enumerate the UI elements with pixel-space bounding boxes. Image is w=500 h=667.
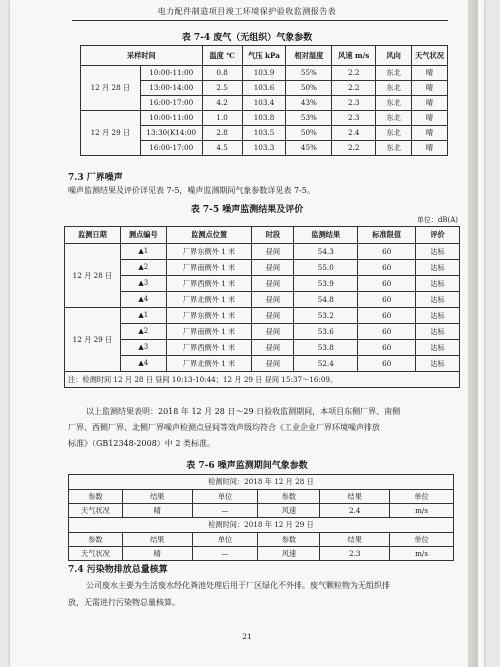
t74-cell: 2.4 <box>332 126 376 141</box>
t75-header-evaluation: 评价 <box>416 227 460 244</box>
t74-cell: 2.2 <box>332 66 376 81</box>
t74-header-wind-dir: 风向 <box>376 46 412 66</box>
t74-header-weather: 天气状况 <box>412 46 448 66</box>
t76-header: 单位 <box>390 533 454 547</box>
t74-cell: 东北 <box>376 81 412 96</box>
table-7-4-caption: 表 7-4 废气（无组织）气象参数 <box>181 33 313 43</box>
table-row <box>65 260 460 276</box>
t75-cell: 60 <box>358 324 416 340</box>
t76-header: 参数 <box>69 490 123 504</box>
t75-cell: 60 <box>358 340 416 356</box>
t76-time-1: 检测时间：2018 年 12 月 28 日 <box>69 475 454 490</box>
t75-cell: 达标 <box>416 260 460 276</box>
t74-cell: 103.9 <box>242 66 286 81</box>
section-7-3-title: 7.3 厂界噪声 <box>68 173 123 183</box>
t74-cell: 2.3 <box>332 96 376 111</box>
t75-cell: 达标 <box>416 276 460 292</box>
t75-note: 注：检测时间 12 月 28 日 昼间 10:13-10:44；12 月 29 日 昼间 15:37～16:09。 <box>65 372 460 388</box>
t74-cell: 1.0 <box>202 111 242 126</box>
t76-header: 结果 <box>320 533 390 547</box>
t76-header: 结果 <box>320 490 390 504</box>
conclusion-line-2: 厂界、西侧厂界、北侧厂界噪声检测点昼间等效声级均符合《工业企业厂界环境噪声排放 <box>68 423 380 432</box>
t75-cell: ▲1 <box>120 308 166 324</box>
t75-cell: 60 <box>358 260 416 276</box>
t74-cell: 43% <box>286 96 332 111</box>
t75-cell: 53.8 <box>294 340 358 356</box>
t75-header-date: 监测日期 <box>65 227 121 244</box>
table-row <box>65 340 460 356</box>
t76-header: 单位 <box>390 490 454 504</box>
t75-cell: 昼间 <box>252 244 294 260</box>
page-header: 电力配件制造项目竣工环境保护验收监测报告表 <box>157 7 337 16</box>
t74-cell: 东北 <box>376 66 412 81</box>
table-row <box>65 244 460 260</box>
t75-cell: 54.8 <box>294 292 358 308</box>
binder-edge <box>468 0 478 667</box>
t75-cell: 昼间 <box>252 260 294 276</box>
t74-cell: 晴 <box>412 96 448 111</box>
t75-header-period: 时段 <box>252 227 294 244</box>
t76-cell: 晴 <box>122 547 192 561</box>
table-row <box>65 292 460 308</box>
t75-cell: ▲2 <box>120 324 166 340</box>
section-7-4-line-1: 公司废水主要为生活废水经化粪池处理后用于厂区绿化不外排。废气颗粒物为无组织排 <box>86 581 390 590</box>
conclusion-line-3: 标准》（GB12348-2008）中 2 类标准。 <box>68 439 215 448</box>
t76-time-2: 检测时间：2018 年 12 月 29 日 <box>69 518 454 533</box>
t74-header-wind-speed: 风速 m/s <box>332 46 376 66</box>
table-row <box>81 111 448 126</box>
table-row <box>65 276 460 292</box>
t75-cell: ▲4 <box>120 292 166 308</box>
t74-cell: 50% <box>286 126 332 141</box>
t76-header: 参数 <box>258 490 320 504</box>
t74-cell: 13:30(K14:00 <box>140 126 202 141</box>
t76-header: 结果 <box>122 490 192 504</box>
t75-cell: ▲2 <box>120 260 166 276</box>
section-7-3-intro: 噪声监测结果及评价详见表 7-5，噪声监测期间气象参数详见表 7-5。 <box>68 186 315 195</box>
t74-cell: 2.2 <box>332 141 376 156</box>
t74-header-temp: 温度 ℃ <box>202 46 242 66</box>
t74-cell: 晴 <box>412 126 448 141</box>
section-7-4-title: 7.4 污染物排放总量核算 <box>68 565 168 575</box>
table-7-5 <box>64 226 460 388</box>
t74-cell: 103.5 <box>242 126 286 141</box>
t74-cell: 55% <box>286 66 332 81</box>
t76-cell: 晴 <box>122 504 192 518</box>
t76-cell: 2.3 <box>320 547 390 561</box>
t76-header: 单位 <box>192 490 258 504</box>
t74-cell: 4.5 <box>202 141 242 156</box>
t74-cell: 4.2 <box>202 96 242 111</box>
t75-cell: 厂界西侧外 1 米 <box>166 276 252 292</box>
t74-cell: 晴 <box>412 66 448 81</box>
table-7-6-caption: 表 7-6 噪声监测期间气象参数 <box>186 461 308 471</box>
t74-cell: 103.8 <box>242 111 286 126</box>
conclusion-line-1: 以上监测结果表明：2018 年 12 月 28 日～29 日验收监测期间，本项目东侧厂界、南侧 <box>86 407 401 416</box>
t75-cell: ▲3 <box>120 276 166 292</box>
t75-cell: 60 <box>358 244 416 260</box>
t75-cell: 昼间 <box>252 308 294 324</box>
t75-cell: 厂界南侧外 1 米 <box>166 260 252 276</box>
t76-cell: 风速 <box>258 547 320 561</box>
t76-header: 参数 <box>258 533 320 547</box>
t75-cell: 达标 <box>416 340 460 356</box>
t74-header-humidity: 相对湿度 <box>286 46 332 66</box>
t76-cell: — <box>192 504 258 518</box>
t74-cell: 晴 <box>412 111 448 126</box>
t76-cell: 天气状况 <box>69 504 123 518</box>
t75-cell: 达标 <box>416 308 460 324</box>
t74-cell: 东北 <box>376 96 412 111</box>
t75-cell: 昼间 <box>252 340 294 356</box>
table-row <box>65 324 460 340</box>
t74-cell: 103.3 <box>242 141 286 156</box>
t75-cell: 60 <box>358 356 416 372</box>
t74-cell: 0.8 <box>202 66 242 81</box>
t75-cell: 53.6 <box>294 324 358 340</box>
t74-cell: 103.4 <box>242 96 286 111</box>
t75-cell: 60 <box>358 276 416 292</box>
t75-cell: 厂界北侧外 1 米 <box>166 356 252 372</box>
t76-cell: m/s <box>390 547 454 561</box>
t75-cell: 53.9 <box>294 276 358 292</box>
t75-cell: 53.2 <box>294 308 358 324</box>
t74-cell: 晴 <box>412 141 448 156</box>
t75-cell: 54.3 <box>294 244 358 260</box>
t75-date: 12 月 29 日 <box>65 308 121 372</box>
t74-cell: 10:00-11:00 <box>140 111 202 126</box>
t75-header-result: 监测结果 <box>294 227 358 244</box>
t75-cell: 厂界西侧外 1 米 <box>166 340 252 356</box>
table-row <box>65 308 460 324</box>
t75-cell: 昼间 <box>252 356 294 372</box>
t75-cell: 52.4 <box>294 356 358 372</box>
t75-header-limit: 标准限值 <box>358 227 416 244</box>
t76-header: 参数 <box>69 533 123 547</box>
report-page <box>10 0 484 667</box>
t74-cell: 东北 <box>376 141 412 156</box>
t74-cell: 2.3 <box>332 111 376 126</box>
t74-cell: 2.2 <box>332 81 376 96</box>
t76-header: 单位 <box>192 533 258 547</box>
t74-date: 12 月 28 日 <box>81 66 141 111</box>
table-7-5-caption: 表 7-5 噪声监测结果及评价 <box>190 205 304 215</box>
t75-cell: 昼间 <box>252 292 294 308</box>
table-row <box>81 66 448 81</box>
t75-cell: 达标 <box>416 292 460 308</box>
t74-cell: 16:00-17:00 <box>140 96 202 111</box>
header-rule <box>72 20 448 21</box>
t75-cell: 55.0 <box>294 260 358 276</box>
t74-date: 12 月 29 日 <box>81 111 141 156</box>
t74-cell: 13:00-14:00 <box>140 81 202 96</box>
t74-cell: 10:00-11:00 <box>140 66 202 81</box>
t74-cell: 53% <box>286 111 332 126</box>
t75-cell: 60 <box>358 292 416 308</box>
t75-header-location: 监测点位置 <box>166 227 252 244</box>
t75-cell: ▲3 <box>120 340 166 356</box>
t76-cell: 天气状况 <box>69 547 123 561</box>
t75-cell: 达标 <box>416 244 460 260</box>
t76-cell: 2.4 <box>320 504 390 518</box>
t75-cell: ▲4 <box>120 356 166 372</box>
t74-header-time: 采样时间 <box>81 46 203 66</box>
t74-cell: 东北 <box>376 111 412 126</box>
table-row <box>65 356 460 372</box>
t74-cell: 16:00-17:00 <box>140 141 202 156</box>
table-row <box>69 504 454 518</box>
t74-header-pressure: 气压 kPa <box>242 46 286 66</box>
table-7-6 <box>68 474 454 561</box>
t74-cell: 103.6 <box>242 81 286 96</box>
t75-header-point: 测点编号 <box>120 227 166 244</box>
t76-header: 结果 <box>122 533 192 547</box>
t75-cell: 厂界南侧外 1 米 <box>166 324 252 340</box>
t76-cell: 风速 <box>258 504 320 518</box>
t75-cell: ▲1 <box>120 244 166 260</box>
t74-cell: 东北 <box>376 126 412 141</box>
t75-cell: 昼间 <box>252 324 294 340</box>
t76-cell: m/s <box>390 504 454 518</box>
t75-cell: 达标 <box>416 324 460 340</box>
table-row <box>69 533 454 547</box>
section-7-4-line-2: 放，无需进行污染物总量核算。 <box>68 598 180 607</box>
table-row <box>69 490 454 504</box>
t75-cell: 60 <box>358 308 416 324</box>
t75-cell: 厂界东侧外 1 米 <box>166 244 252 260</box>
t74-cell: 2.8 <box>202 126 242 141</box>
t74-cell: 晴 <box>412 81 448 96</box>
t74-cell: 45% <box>286 141 332 156</box>
table-row <box>69 547 454 561</box>
t75-date: 12 月 28 日 <box>65 244 121 308</box>
table-7-5-unit: 单位：dB(A) <box>416 216 458 224</box>
table-7-4 <box>80 45 448 156</box>
t74-cell: 50% <box>286 81 332 96</box>
t75-cell: 厂界东侧外 1 米 <box>166 308 252 324</box>
t75-cell: 厂界北侧外 1 米 <box>166 292 252 308</box>
t75-cell: 达标 <box>416 356 460 372</box>
t74-cell: 2.5 <box>202 81 242 96</box>
page-number: 21 <box>242 632 252 641</box>
t75-cell: 昼间 <box>252 276 294 292</box>
t76-cell: — <box>192 547 258 561</box>
